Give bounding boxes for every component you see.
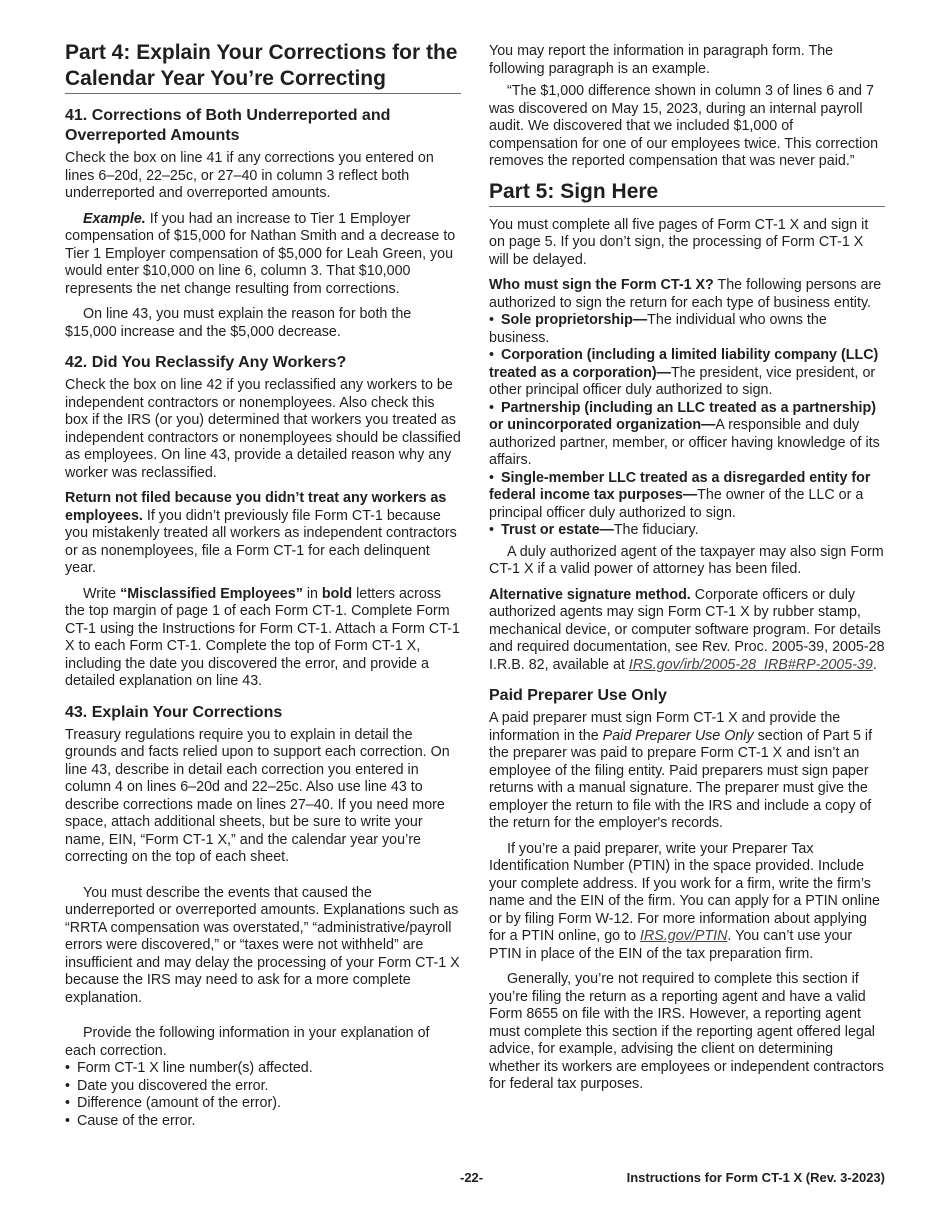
paid-preparer-heading: Paid Preparer Use Only (489, 687, 667, 704)
section-41-example (65, 211, 461, 299)
part5-paragraph: You must complete all five pages of Form CT-1 X and sign it on page 5. If you don’t sign, the processing of Form CT-1 X will be delayed. (489, 216, 869, 268)
agent-paragraph: A duly authorized agent of the taxpayer may also sign Form CT-1 X if a valid power of attorney has been filed. (489, 543, 884, 577)
section-41-paragraph: Check the box on line 41 if any corrections you entered on lines 6–20d, 22–25c, or 27–40 in column 3 reflect both underreported and overreported amounts. (65, 150, 434, 201)
section-43-paragraph-2: You must describe the events that caused the underreported or overreported amounts. Explanations such as “RRTA compensation was overstated,” “administrative/payroll errors were discovered,” or “taxes were not withheld” are insufficient and may delay the processing of your Form CT-1 X because the IRS may need to ask for a more complete explanation. (65, 884, 460, 1006)
part4-heading: Part 4: Explain Your Corrections for the Calendar Year You’re Correcting (65, 40, 461, 94)
who-must-sign-text: The following persons are authorized to sign the return for each type of business entity. (489, 277, 882, 311)
section-42-paragraph: Check the box on line 42 if you reclassified any workers to be independent contractors or nonemployees. Also check this box if the IRS (or you) determined that workers you treated as independent contractors or nonemployees should be classified as employees. On line 43, provide a detailed reason why any worker was reclassified. (65, 377, 461, 481)
intro-paragraph: You may report the information in paragraph form. The following paragraph is an example. (489, 43, 834, 77)
part5-heading: Part 5: Sign Here (489, 179, 885, 207)
explanation-checklist (65, 1060, 461, 1130)
alternative-signature-paragraph: Alternative signature method. Corporate officers or duly authorized agents may sign Form CT-1 X by rubber stamp, mechanical device, or computer software program. For details and required documentation, see Rev. Proc. 2005-39, 2005-28 I.R.B. 82, available at IRS.gov/irb/2005-28_IRB#RP-2005-39. (489, 586, 885, 673)
list-item: • Sole proprietorship—The individual who owns the business. (489, 312, 827, 346)
section-43-paragraph-3: Provide the following information in your explanation of each correction. (65, 1025, 430, 1059)
list-item: • Form CT-1 X line number(s) affected. (65, 1060, 313, 1076)
paid-preparer-italic: Paid Preparer Use Only (602, 727, 754, 744)
misclassified-text-e: letters across the top margin of page 1 of each Form CT-1. Complete Form CT-1 using the Instructions for Form CT-1. Attach a Form CT-1 X to each Form CT-1. Complete the top of Form CT-1 X, including the date you discovered the error, and provide a detailed explanation on line 43. (65, 585, 460, 689)
left-column (65, 40, 461, 1130)
reporting-agent-paragraph: Generally, you’re not required to complete this section if you’re filing the return as a reporting agent and have a valid Form 8655 on file with the IRS. However, a reporting agent must complete this section if the reporting agent offered legal advice, for example, advising the client on determining whether its workers are employees or independent contractors for federal tax purposes. (489, 971, 884, 1092)
bold-word: bold (321, 585, 353, 602)
misclassified-paragraph (65, 586, 461, 691)
section-42-heading: 42. Did You Reclassify Any Workers? (65, 354, 347, 371)
who-must-sign-paragraph (489, 277, 885, 312)
list-item: • Trust or estate—The fiduciary. (489, 522, 699, 538)
example-label: Example. (83, 210, 146, 227)
return-not-filed-paragraph (65, 490, 461, 578)
list-item: • Partnership (including an LLC treated as a partnership) or unincorporated organization—A responsible and duly authorized partner, member, or officer having knowledge of its affairs. (489, 399, 880, 468)
irb-link[interactable]: IRS.gov/irb/2005-28_IRB#RP-2005-39 (628, 656, 873, 673)
paid-preparer-paragraph: A paid preparer must sign Form CT-1 X and provide the information in the Paid Preparer Use Only section of Part 5 if the preparer was paid to prepare Form CT-1 X and isn’t an employee of the filing entity. Paid preparers must sign paper returns with a manual signature. The preparer must give the employer the return to file with the IRS and include a copy of the return for the employer's records. (489, 710, 873, 831)
section-41-heading: 41. Corrections of Both Underreported and Overreported Amounts (65, 107, 391, 144)
example-paragraph: “The $1,000 difference shown in column 3 of lines 6 and 7 was discovered on May 15, 2023, during an internal payroll audit. We discovered that we included $1,000 of compensation for one of our employees twice. This correction removes the reported compensation that was never paid.” (489, 83, 879, 169)
misclassified-text-c: in (302, 585, 322, 602)
section-43-heading: 43. Explain Your Corrections (65, 703, 283, 721)
section-41-paragraph-2: On line 43, you must explain the reason for both the $15,000 increase and the $5,000 decrease. (65, 306, 412, 340)
ptin-paragraph: If you’re a paid preparer, write your Preparer Tax Identification Number (PTIN) in the space provided. Include your complete address. If you work for a firm, write the firm’s name and the EIN of the firm. You can apply for a PTIN online or by filing Form W-12. For more information about applying for a PTIN online, go to IRS.gov/PTIN. You can’t use your PTIN in place of the EIN of the tax preparation firm. (489, 840, 881, 962)
list-item: • Difference (amount of the error). (65, 1095, 281, 1111)
ptin-link[interactable]: IRS.gov/PTIN (640, 928, 728, 944)
example-text: If you had an increase to Tier 1 Employer compensation of $15,000 for Nathan Smith and a decrease to Tier 1 Employer compensation of $5,000 for Leah Green, you would enter $10,000 on line 6, column 3. That $10,000 represents the net change resulting from corrections. (65, 210, 456, 297)
page-footer (65, 1170, 885, 1190)
alternative-signature-text: Corporate officers or duly authorized agents may sign Form CT-1 X by rubber stamp, mechanical device, or computer software program. For details and required documentation, see Rev. Proc. 2005-39, 2005-28 I.R.B. 82, available at (489, 586, 885, 673)
signer-list (489, 312, 885, 540)
page-number: -22- (460, 1170, 484, 1185)
document-title: Instructions for Form CT-1 X (Rev. 3-2023) (626, 1170, 885, 1185)
section-43-paragraph: Treasury regulations require you to explain in detail the grounds and facts relied upon to support each correction. On line 43, describe in detail each correction you entered in column 4 on lines 6–20d and 22–25c. Also use line 43 to describe corrections made on lines 27–40. If you need more space, attach additional sheets, but be sure to write your name, EIN, “Form CT-1 X,” and the calendar year you’re correcting on the top of each sheet. (65, 726, 450, 865)
list-item: • Cause of the error. (65, 1112, 196, 1129)
list-item: • Corporation (including a limited liability company (LLC) treated as a corporation)—The president, vice president, or other principal officer duly authorized to sign. (489, 347, 879, 398)
who-must-sign-label: Who must sign the Form CT-1 X? (489, 277, 714, 293)
return-not-filed-label: Return not filed because you didn’t treat any workers as employees. (65, 490, 447, 524)
return-not-filed-text: If you didn’t previously file Form CT-1 because you mistakenly treated all workers as independent contractors or as nonemployees, file a Form CT-1 for each delinquent year. (65, 507, 457, 576)
list-item: • Single-member LLC treated as a disregarded entity for federal income tax purposes—The owner of the LLC or a principal officer duly authorized to sign. (489, 469, 871, 521)
alternative-signature-label: Alternative signature method. (489, 586, 691, 603)
misclassified-label: “Misclassified Employees” (120, 585, 303, 602)
misclassified-text-a: Write (83, 585, 121, 602)
right-column (489, 43, 885, 1102)
list-item: • Date you discovered the error. (65, 1077, 269, 1094)
